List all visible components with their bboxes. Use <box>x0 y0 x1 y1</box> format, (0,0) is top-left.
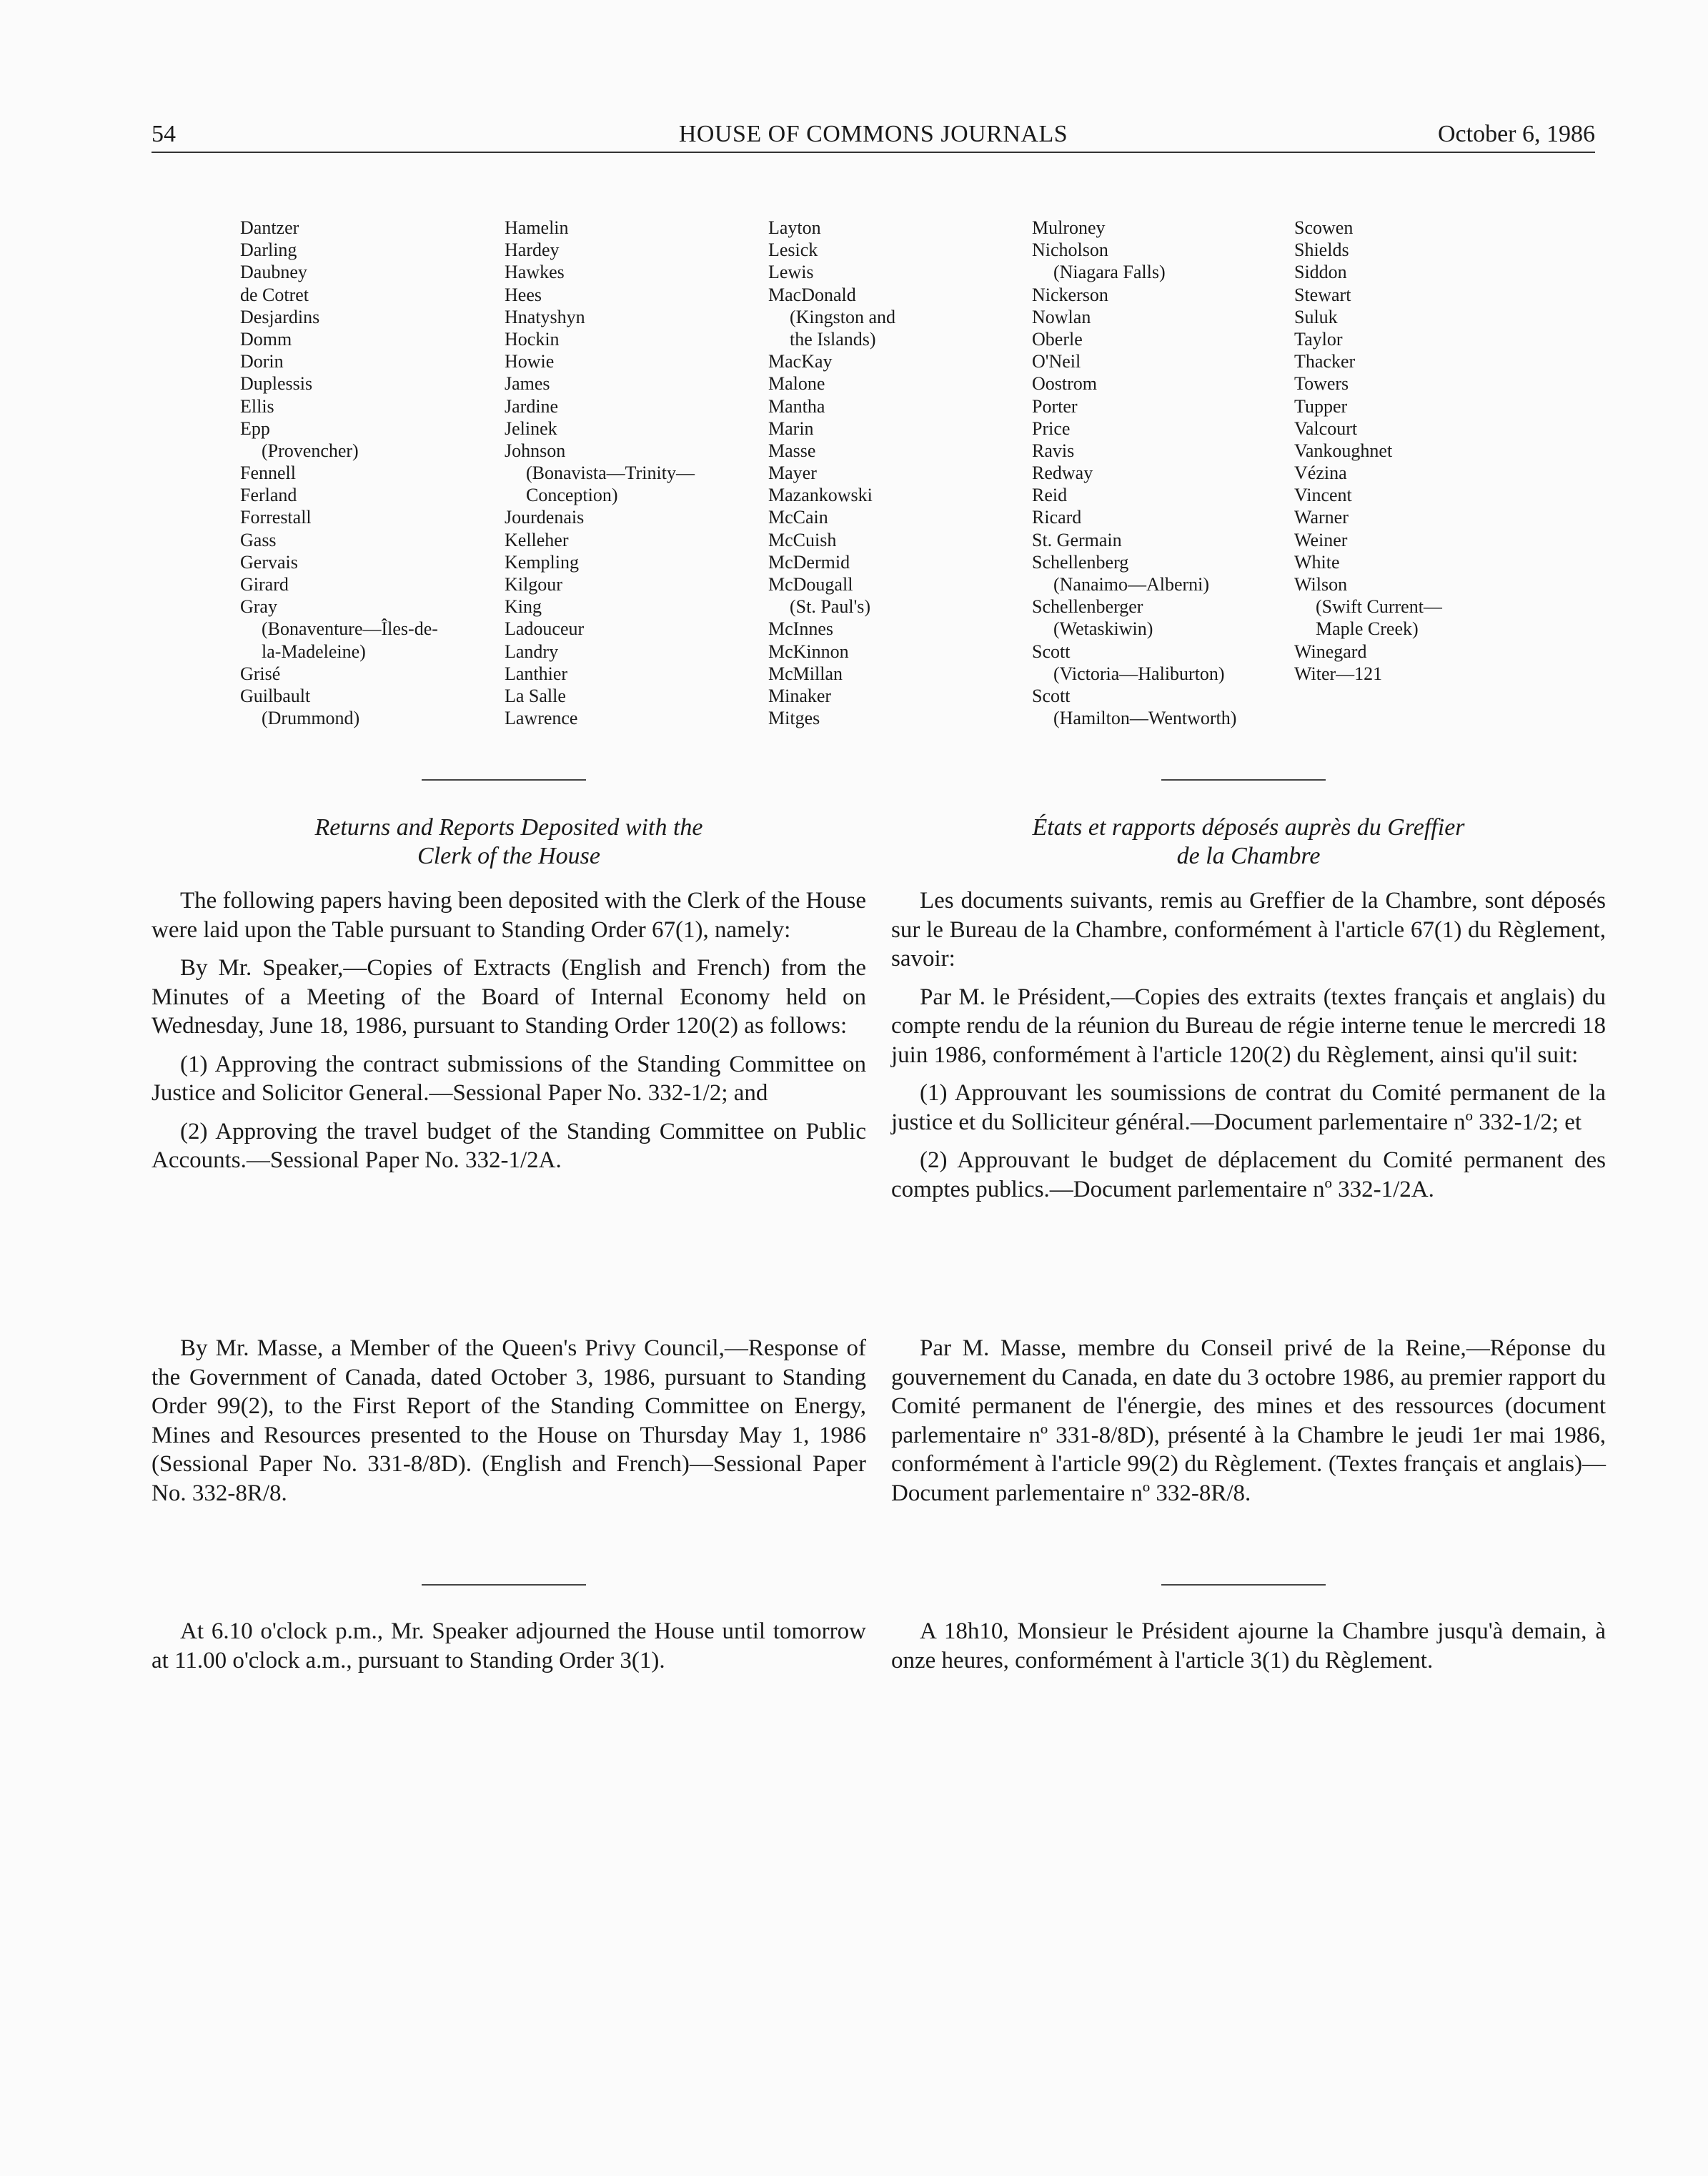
member-name: Johnson <box>505 440 566 461</box>
member-name: Redway <box>1032 463 1093 484</box>
journal-title: HOUSE OF COMMONS JOURNALS <box>678 121 1068 147</box>
member-name: O'Neil <box>1032 351 1081 372</box>
member-name: MacKay <box>768 351 833 372</box>
member-name: Scowen <box>1294 217 1354 238</box>
member-name: Siddon <box>1294 262 1347 283</box>
member-name: Mitges <box>768 708 820 729</box>
member-name: Winegard <box>1294 641 1367 662</box>
member-name: McDermid <box>768 551 850 573</box>
header-rule <box>152 152 1595 153</box>
member-name: Ladouceur <box>505 618 585 640</box>
member-name: McCuish <box>768 529 837 550</box>
names-column-2 <box>505 217 695 729</box>
member-name: (St. Paul's) <box>790 596 871 618</box>
member-name: Nicholson <box>1032 239 1108 261</box>
journal-date: October 6, 1986 <box>1437 121 1595 147</box>
french-section <box>891 813 1606 1213</box>
member-name: Price <box>1032 417 1071 439</box>
member-name: Darling <box>240 239 297 261</box>
member-name: McInnes <box>768 618 833 640</box>
member-name: (Hamilton—Wentworth) <box>1053 708 1237 729</box>
member-name: Fennell <box>240 463 296 484</box>
english-section <box>152 813 866 1185</box>
member-name: Hnatyshyn <box>505 306 585 327</box>
member-name: Landry <box>505 641 559 662</box>
paragraph: Par M. Masse, membre du Conseil privé de la Reine,—Réponse du gouvernement du Canada, en date du 3 octobre 1986, au premier rapport du Comité permanent de l'énergie, des mines et des ressources (document parlementaire nº 331-8/8D), présenté à la Chambre le jeudi 1er mai 1986, conformément à l'article 99(2) du Règlement. (Textes français et anglais)—Document parlementaire nº 332-8R/8. <box>891 1335 1606 1506</box>
page-number: 54 <box>152 121 176 147</box>
member-name: Ellis <box>240 395 274 417</box>
member-name: Nickerson <box>1032 284 1108 305</box>
member-name: Dantzer <box>240 217 299 238</box>
member-name: La Salle <box>505 685 566 706</box>
paragraph: At 6.10 o'clock p.m., Mr. Speaker adjourned the House until tomorrow at 11.00 o'clock a.m., pursuant to Standing Order 3(1). <box>152 1618 866 1673</box>
member-name: Hamelin <box>505 217 569 238</box>
member-name: Hawkes <box>505 262 565 283</box>
member-name: (Bonaventure—Îles-de- <box>262 618 438 640</box>
member-name: Kilgour <box>505 574 562 595</box>
paragraph: Les documents suivants, remis au Greffier de la Chambre, sont déposés sur le Bureau de la Chambre, conformément à l'article 67(1) du Règlement, savoir: <box>891 888 1606 971</box>
member-name: Oostrom <box>1032 373 1097 395</box>
member-name: Shields <box>1294 239 1349 261</box>
member-name: Hockin <box>505 328 560 350</box>
member-name: Witer—121 <box>1294 663 1383 684</box>
member-name: McDougall <box>768 574 853 595</box>
member-name: Lesick <box>768 239 818 261</box>
member-name: Porter <box>1032 395 1078 417</box>
member-name: McMillan <box>768 663 843 684</box>
member-name: the Islands) <box>790 328 876 350</box>
member-name: Stewart <box>1294 284 1351 305</box>
member-name: King <box>505 596 542 618</box>
member-name: (Provencher) <box>262 440 359 461</box>
member-name: Conception) <box>526 485 618 506</box>
member-name: la-Madeleine) <box>262 641 366 662</box>
member-name: Lewis <box>768 262 814 283</box>
member-name: Layton <box>768 217 821 238</box>
member-name: Ricard <box>1032 507 1082 528</box>
paragraph: By Mr. Speaker,—Copies of Extracts (English and French) from the Minutes of a Meeting of the Board of Internal Economy held on Wednesday, June 18, 1986, pursuant to Standing Order 120(2) as follows: <box>152 955 866 1039</box>
member-name: McCain <box>768 507 828 528</box>
separator-rule <box>1161 779 1326 781</box>
member-name: Gervais <box>240 551 298 573</box>
separator-rule <box>422 779 586 781</box>
section-title-line: de la Chambre <box>1176 843 1321 869</box>
member-name: Kempling <box>505 551 579 573</box>
member-name: MacDonald <box>768 284 856 305</box>
member-name: (Kingston and <box>790 306 896 327</box>
member-name: Gray <box>240 596 277 618</box>
member-name: Epp <box>240 417 270 439</box>
member-name: Schellenberg <box>1032 551 1129 573</box>
english-adjournment-section <box>152 1617 866 1684</box>
paragraph: Par M. le Président,—Copies des extraits (textes français et anglais) du compte rendu de la réunion du Bureau de régie interne tenue le mercredi 18 juin 1986, conformément à l'article 120(2) du Règlement, ainsi qu'il suit: <box>891 984 1606 1068</box>
paragraph: The following papers having been deposited with the Clerk of the House were laid upon the Table pursuant to Standing Order 67(1), namely: <box>152 888 866 943</box>
member-name: Scott <box>1032 685 1071 706</box>
french-response-section <box>891 1334 1606 1517</box>
member-name: Warner <box>1294 507 1349 528</box>
member-name: Duplessis <box>240 373 313 395</box>
paragraph: A 18h10, Monsieur le Président ajourne la Chambre jusqu'à demain, à onze heures, conformément à l'article 3(1) du Règlement. <box>891 1618 1606 1673</box>
member-name: Daubney <box>240 262 307 283</box>
member-name: Domm <box>240 328 292 350</box>
separator-rule <box>422 1584 586 1586</box>
member-name: Reid <box>1032 485 1068 506</box>
member-name: Lawrence <box>505 708 578 729</box>
member-name: Lanthier <box>505 663 568 684</box>
member-name: Suluk <box>1294 306 1338 327</box>
member-name: Grisé <box>240 663 281 684</box>
section-title-line: Returns and Reports Deposited with the <box>314 814 703 841</box>
member-name: Mulroney <box>1032 217 1106 238</box>
member-name: de Cotret <box>240 284 309 305</box>
member-name: Desjardins <box>240 306 320 327</box>
member-name: Thacker <box>1294 351 1356 372</box>
member-name: Masse <box>768 440 816 461</box>
member-name: Dorin <box>240 351 284 372</box>
member-name: Nowlan <box>1032 306 1091 327</box>
member-name: Guilbault <box>240 685 311 706</box>
member-name: Marin <box>768 417 814 439</box>
member-name: Valcourt <box>1294 417 1358 439</box>
paragraph: (1) Approuvant les soumissions de contrat du Comité permanent de la justice et du Solliciteur général.—Document parlementaire nº 332-1/2; et <box>891 1080 1606 1135</box>
member-name: Jourdenais <box>505 507 585 528</box>
member-name: Vincent <box>1294 485 1352 506</box>
member-name: Weiner <box>1294 529 1348 550</box>
names-column-5 <box>1294 217 1442 685</box>
member-name: Mayer <box>768 463 817 484</box>
member-name: Vézina <box>1294 463 1347 484</box>
paragraph: (1) Approving the contract submissions of the Standing Committee on Justice and Solicitor General.—Sessional Paper No. 332-1/2; and <box>152 1051 866 1106</box>
section-title-line: Clerk of the House <box>417 843 600 869</box>
member-name: Scott <box>1032 641 1071 662</box>
member-name: Oberle <box>1032 328 1083 350</box>
names-column-4 <box>1032 217 1236 729</box>
member-name: Wilson <box>1294 574 1348 595</box>
member-name: (Wetaskiwin) <box>1053 618 1153 640</box>
member-name: Hardey <box>505 239 560 261</box>
french-adjournment-section <box>891 1617 1606 1684</box>
section-title <box>891 813 1606 871</box>
names-column-3 <box>768 217 895 729</box>
paragraph: By Mr. Masse, a Member of the Queen's Privy Council,—Response of the Government of Canada, dated October 3, 1986, pursuant to Standing Order 99(2), to the First Report of the Standing Committee on Energy, Mines and Resources presented to the House on Thursday May 1, 1986 (Sessional Paper No. 331-8/8D). (English and French)—Sessional Paper No. 332-8R/8. <box>152 1335 866 1506</box>
member-name: (Nanaimo—Alberni) <box>1053 574 1210 595</box>
member-name: Taylor <box>1294 328 1343 350</box>
member-name: Girard <box>240 574 289 595</box>
member-name: St. Germain <box>1032 529 1122 550</box>
member-name: Minaker <box>768 685 832 706</box>
member-name: Vankoughnet <box>1294 440 1393 461</box>
member-name: (Drummond) <box>262 708 360 729</box>
member-name: Towers <box>1294 373 1349 395</box>
section-title <box>152 813 866 871</box>
member-name: Jardine <box>505 395 559 417</box>
member-name: (Niagara Falls) <box>1053 262 1166 283</box>
member-name: Tupper <box>1294 395 1348 417</box>
member-name: Hees <box>505 284 542 305</box>
member-name: Mantha <box>768 395 825 417</box>
english-response-section <box>152 1334 866 1517</box>
member-name: (Victoria—Haliburton) <box>1053 663 1225 684</box>
member-name: Ferland <box>240 485 297 506</box>
member-name: Mazankowski <box>768 485 873 506</box>
member-name: Ravis <box>1032 440 1075 461</box>
member-name: Kelleher <box>505 529 569 550</box>
separator-rule <box>1161 1584 1326 1586</box>
member-name: Maple Creek) <box>1316 618 1419 640</box>
section-title-line: États et rapports déposés auprès du Greffier <box>1032 814 1465 841</box>
member-name: Gass <box>240 529 277 550</box>
member-name: Forrestall <box>240 507 312 528</box>
member-name: Schellenberger <box>1032 596 1143 618</box>
paragraph: (2) Approuvant le budget de déplacement du Comité permanent des comptes publics.—Document parlementaire nº 332-1/2A. <box>891 1147 1606 1202</box>
member-name: Malone <box>768 373 825 395</box>
names-column-1 <box>240 217 438 729</box>
paragraph: (2) Approving the travel budget of the Standing Committee on Public Accounts.—Sessional Paper No. 332-1/2A. <box>152 1118 866 1173</box>
member-name: (Bonavista—Trinity— <box>526 463 695 484</box>
member-name: (Swift Current— <box>1316 596 1442 618</box>
member-name: White <box>1294 551 1340 573</box>
member-name: James <box>505 373 550 395</box>
member-name: Jelinek <box>505 417 557 439</box>
member-name: McKinnon <box>768 641 849 662</box>
member-name: Howie <box>505 351 555 372</box>
